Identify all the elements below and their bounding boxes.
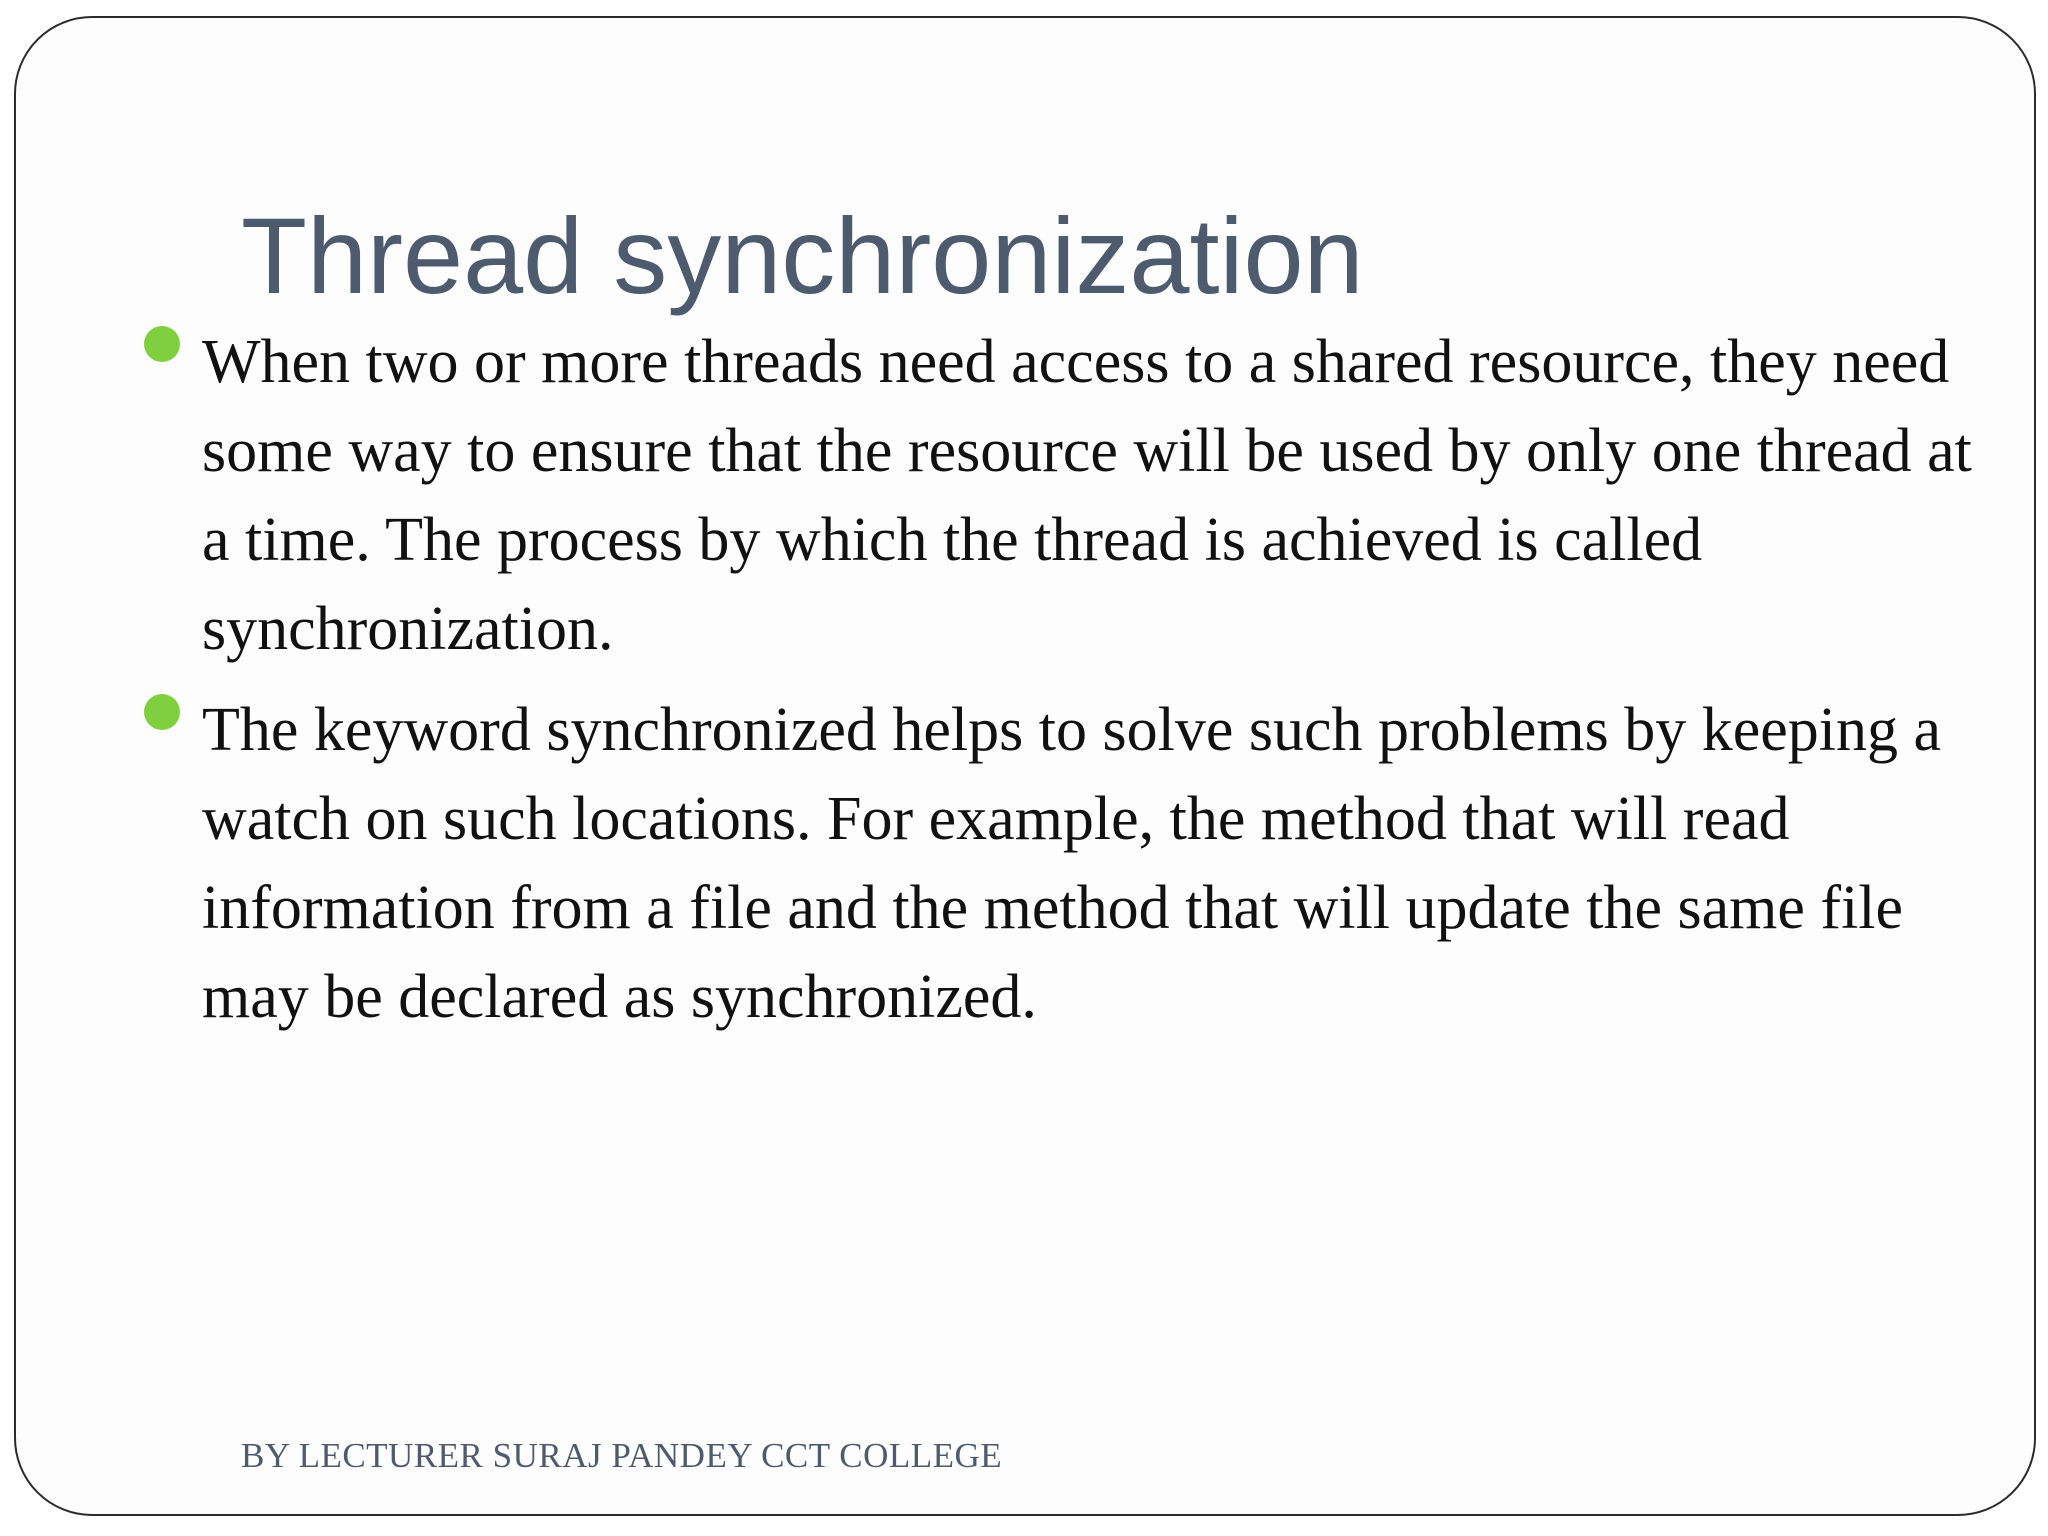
bullet-list <box>202 318 1992 1054</box>
slide-title: Thread synchronization <box>241 195 1364 316</box>
slide-footer: BY LECTURER SURAJ PANDEY CCT COLLEGE <box>241 1436 1003 1475</box>
bullet-dot-icon <box>144 694 180 730</box>
slide <box>14 16 2036 1516</box>
bullet-item <box>202 318 1992 674</box>
bullet-text: The keyword synchronized helps to solve such problems by keeping a watch on such locations. For example, the method that will read information from a file and the method that will update the same file may be declared as synchronized. <box>202 696 1942 1031</box>
bullet-dot-icon <box>144 326 180 362</box>
bullet-text: When two or more threads need access to a shared resource, they need some way to ensure that the resource will be used by only one thread at a time. The process by which the thread is achieved is called synchronization. <box>202 328 1972 663</box>
bullet-item <box>202 686 1992 1042</box>
